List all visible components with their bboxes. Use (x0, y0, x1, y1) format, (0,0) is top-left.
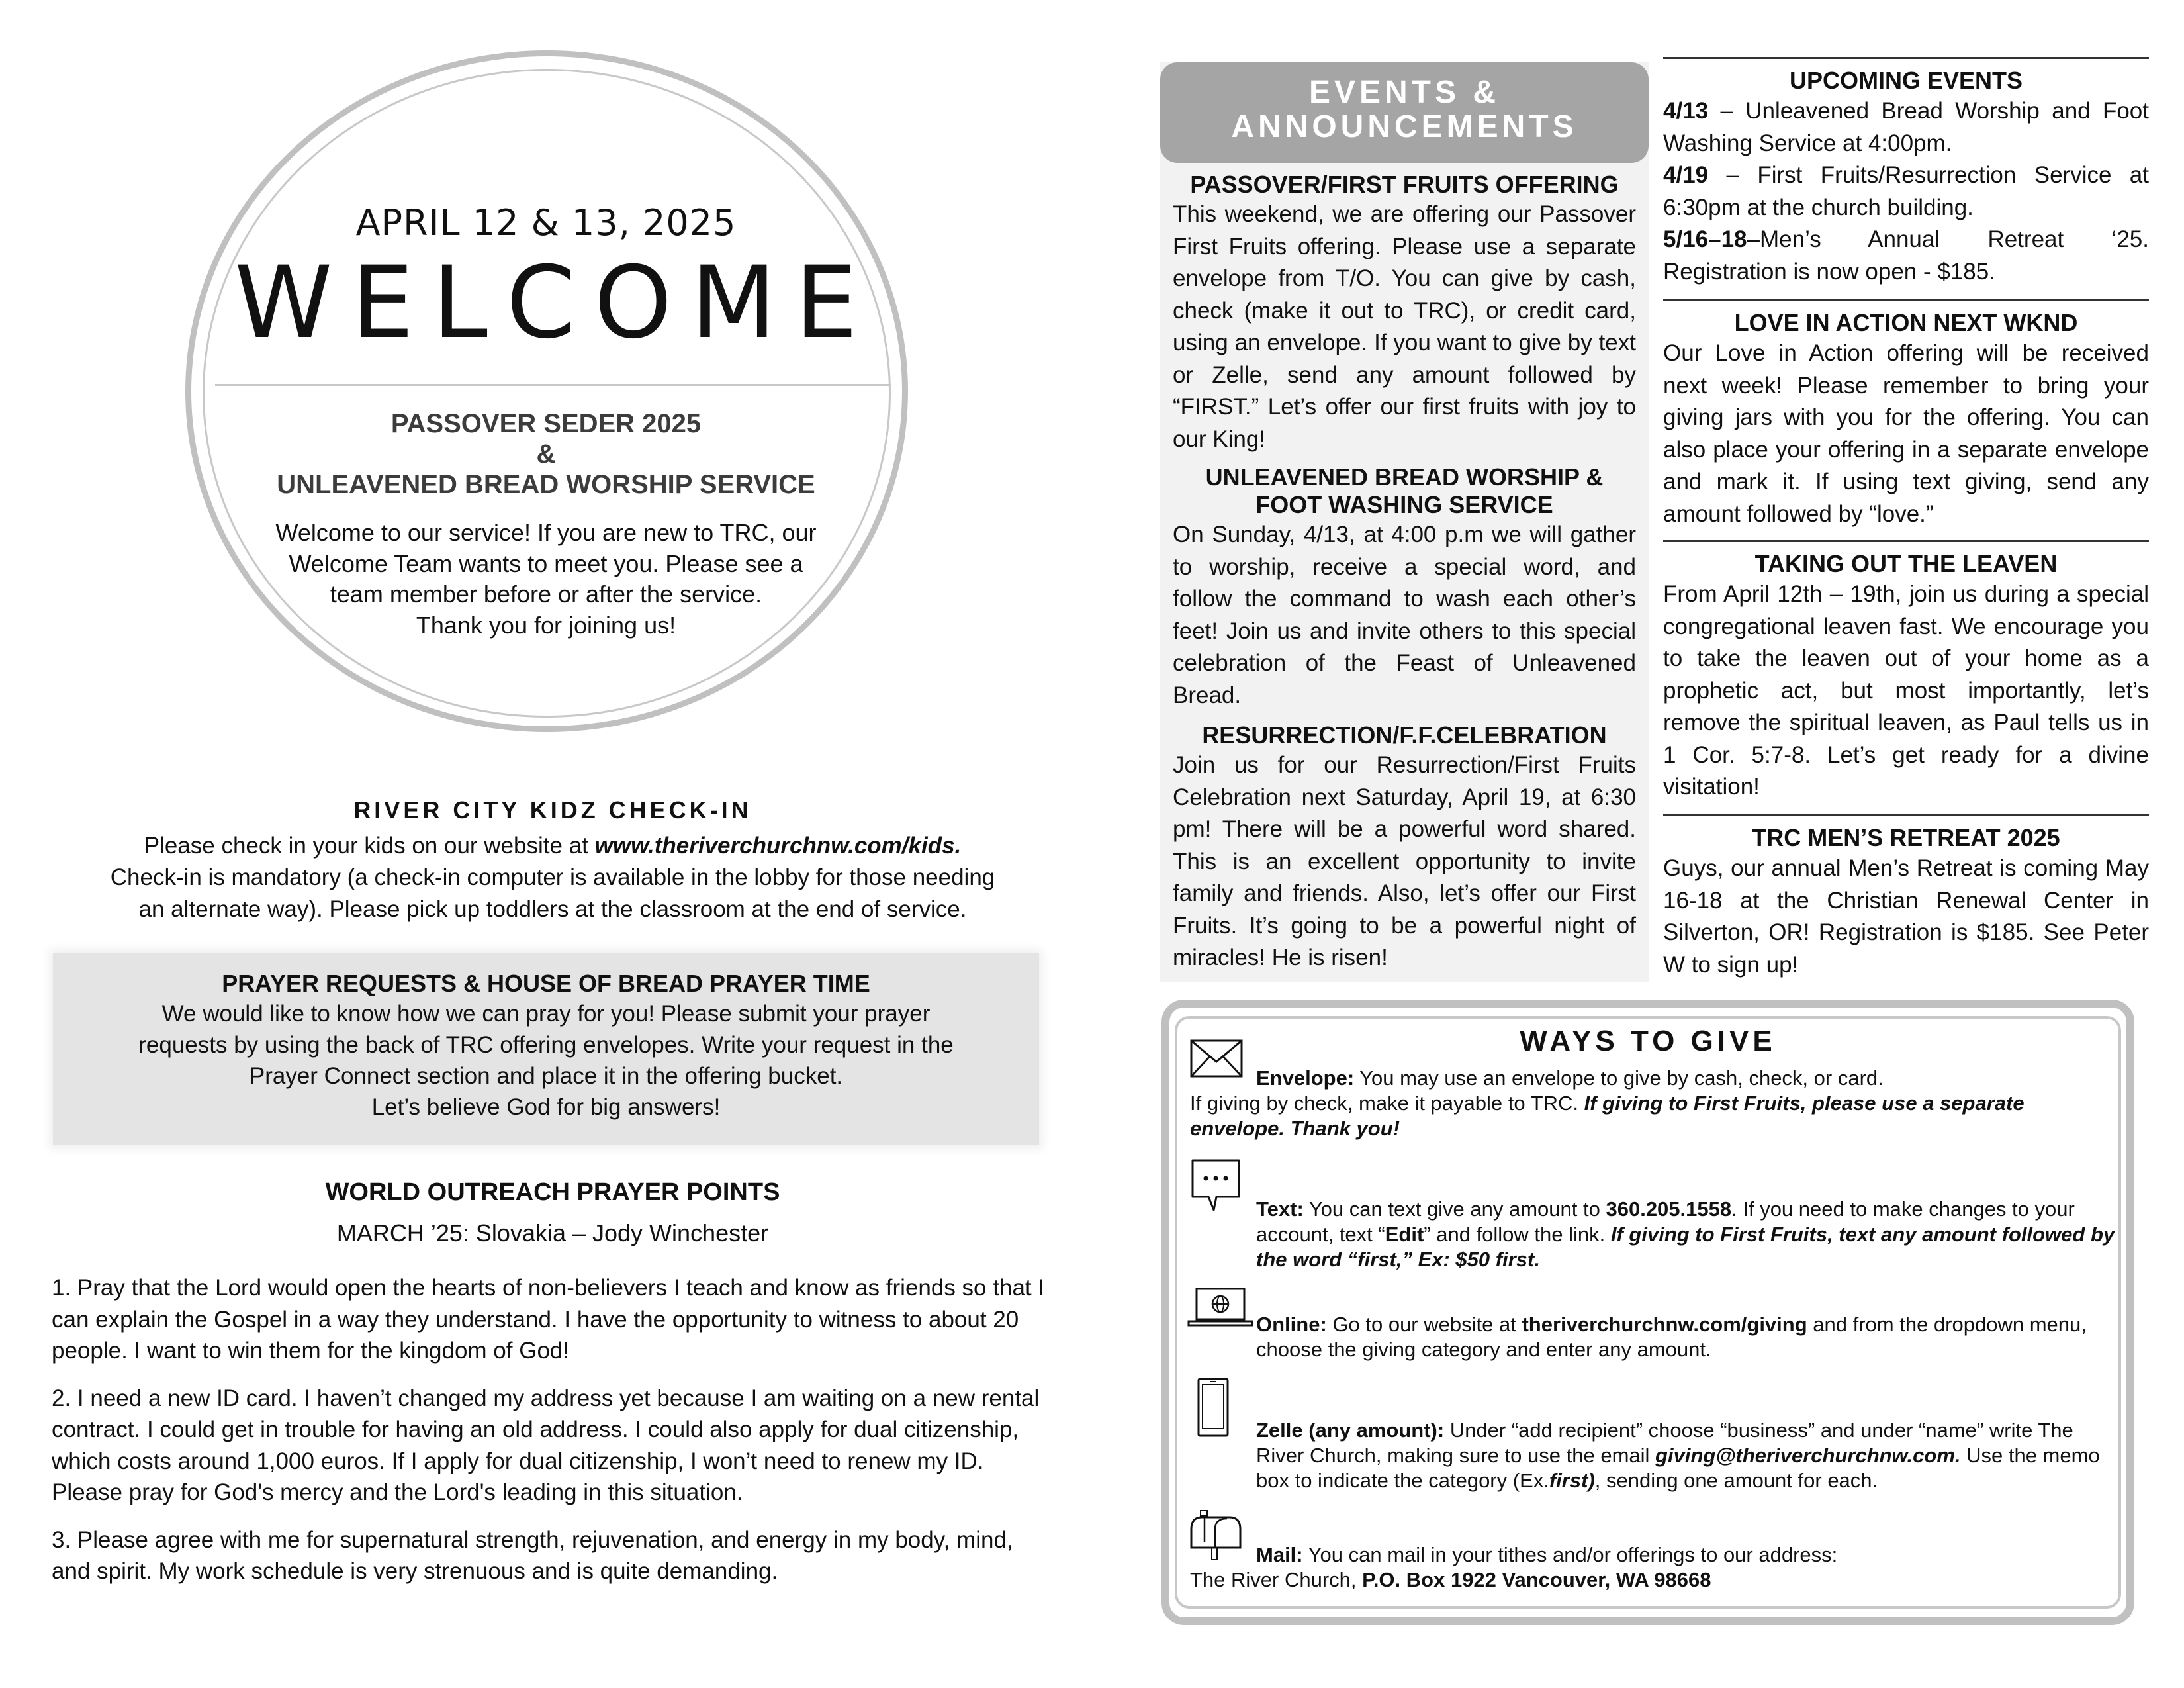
welcome-line: Thank you for joining us! (416, 611, 676, 639)
upcoming-event-item (1663, 224, 2149, 288)
text-edit-keyword: Edit (1385, 1223, 1424, 1246)
kidz-checkin-title: RIVER CITY KIDZ CHECK-IN (353, 796, 752, 823)
ways-to-give-title: WAYS TO GIVE (1520, 1025, 1776, 1057)
event-text: First Fruits/Resurrection Service at 6:30pm at the church building. (1663, 162, 2149, 220)
laptop-globe-icon (1187, 1287, 1253, 1329)
envelope-emphasis: If giving to First Fruits, please use a separate envelope. Thank you! (1190, 1092, 2025, 1140)
online-label: Online: (1256, 1313, 1327, 1336)
mailing-address: P.O. Box 1922 Vancouver, WA 98668 (1362, 1568, 1711, 1591)
section-title: TAKING OUT THE LEAVEN (1754, 550, 2058, 577)
love-in-action (1663, 308, 2149, 530)
section-body: Guys, our annual Men’s Retreat is coming May 16-18 at the Christian Renewal Center in Silverton, OR! Registration is $185. See Peter W to sign up! (1663, 855, 2149, 978)
mail-desc: You can mail in your tithes and/or offerings to our address: (1302, 1543, 1838, 1566)
upcoming-events-title: UPCOMING EVENTS (1789, 67, 2023, 94)
event-separator: – (1708, 162, 1758, 188)
welcome-message (218, 518, 874, 641)
event-line-1: PASSOVER SEDER 2025 (390, 409, 702, 438)
zelle-desc: Use the memo box to indicate the category (Ex. (1256, 1444, 2100, 1492)
welcome-line: Welcome Team wants to meet you. Please see a (289, 549, 803, 577)
event-date: 5/16–18 (1663, 226, 1747, 252)
section-title: LOVE IN ACTION NEXT WKND (1734, 309, 2078, 336)
text-desc: ” and follow the link. (1424, 1223, 1611, 1246)
divider-rule (1663, 814, 2149, 816)
event-separator: – (1747, 226, 1760, 252)
chat-bubble-icon (1190, 1158, 1242, 1213)
give-zelle (1190, 1377, 2116, 1493)
prayer-point: 2. I need a new ID card. I haven’t changed my address yet because I am waiting on a new rental contract. I could get in trouble for having an old address. I could also apply for dual citizenship, which costs around 1,000 euros. If I apply for dual citizenship, I won’t need to renew my ID. Please pray for God's mercy and the Lord's leading in this situation. (52, 1385, 1040, 1505)
upcoming-event-item (1663, 95, 2149, 160)
prayer-line: We would like to know how we can pray for you! Please submit your prayer (161, 1001, 931, 1027)
taking-out-leaven (1663, 549, 2149, 804)
mens-retreat (1663, 823, 2149, 981)
give-text (1190, 1158, 2116, 1272)
giving-website-link[interactable]: theriverchurchnw.com/giving (1522, 1313, 1807, 1336)
mailbox-icon (1190, 1509, 1243, 1561)
event-title: PASSOVER/FIRST FRUITS OFFERING (1190, 171, 1619, 198)
prayer-requests-box (53, 953, 1039, 1145)
event-date: 4/13 (1663, 98, 1709, 124)
mail-recipient: The River Church, (1190, 1568, 1363, 1591)
online-desc: and from the dropdown menu, choose the giving category and enter any amount. (1256, 1313, 2087, 1361)
text-give-phone[interactable]: 360.205.1558 (1606, 1197, 1732, 1221)
envelope-label: Envelope: (1256, 1066, 1355, 1090)
give-mail (1190, 1509, 2116, 1593)
event-separator: – (1708, 98, 1746, 124)
event-date: 4/19 (1663, 162, 1709, 188)
section-body: From April 12th – 19th, join us during a special congregational leaven fast. We encourage you to take the leaven out of your home as a prophetic act, but most importantly, let’s remove the spiritual leaven, as Paul tells us in 1 Cor. 5:7-8. Let’s get ready for a divine visitation! (1663, 581, 2149, 800)
welcome-line: team member before or after the service. (330, 581, 762, 608)
event-body: This weekend, we are offering our Passover First Fruits offering. Please use a separate envelope from T/O. You can give by cash, check (make it out to TRC), or credit card, using an envelope. If you want to give by text or Zelle, send any amount followed by “FIRST.” Let’s offer our first fruits with joy to our King! (1173, 201, 1636, 452)
welcome-title: WELCOME (234, 246, 876, 361)
service-event-heading (218, 408, 874, 500)
text-label: Text: (1256, 1197, 1304, 1221)
event-text: Unleavened Bread Worship and Foot Washing Service at 4:00pm. (1663, 98, 2150, 156)
event-body: Join us for our Resurrection/First Fruits Celebration next Saturday, April 19, at 6:30 pm! There will be a powerful word shared. This is an excellent opportunity to invite family and friends. Also, let’s offer our First Fruits. It’s going to be a powerful night of miracles! He is risen! (1173, 752, 1636, 970)
events-header-line-2: ANNOUNCEMENTS (1231, 109, 1578, 144)
divider-rule (1663, 299, 2149, 301)
zelle-label: Zelle (any amount): (1256, 1419, 1445, 1442)
zelle-memo-example: first) (1549, 1469, 1595, 1492)
section-body: Our Love in Action offering will be received next week! Please remember to bring your giving jars with you for the offering. You can also place your offering in a separate envelope and mark it. If using text giving, send any amount followed by “love.” (1663, 340, 2149, 527)
prayer-line: Prayer Connect section and place it in the offering bucket. (249, 1063, 843, 1089)
kidz-checkin-body (40, 830, 1066, 925)
kidz-line-2: Check-in is mandatory (a check-in computer is available in the lobby for those needing (110, 865, 995, 890)
event-title: UNLEAVENED BREAD WORSHIP & FOOT WASHING SERVICE (1205, 463, 1604, 518)
kidz-line-1: Please check in your kids on our website at www.theriverchurchnw.com/kids. (144, 833, 962, 859)
event-text: Men’s Annual Retreat ‘25. Registration is now open - $185. (1663, 226, 2149, 285)
envelope-check-text: If giving by check, make it payable to TRC. (1190, 1092, 1584, 1115)
text-desc: You can text give any amount to (1303, 1197, 1606, 1221)
prayer-line: requests by using the back of TRC offering envelopes. Write your request in the (138, 1032, 954, 1058)
giving-email-link[interactable]: giving@theriverchurchnw.com. (1655, 1444, 1961, 1467)
envelope-text: You may use an envelope to give by cash, check, or card. (1354, 1066, 1884, 1090)
prayer-point: 1. Pray that the Lord would open the hearts of non-believers I teach and know as friends so that I can explain the Gospel in a way they understand. I have the opportunity to witness to about 20 people. I want to win them for the kingdom of God! (52, 1275, 1045, 1364)
section-title: TRC MEN’S RETREAT 2025 (1752, 824, 2060, 851)
prayer-line: Let’s believe God for big answers! (371, 1094, 721, 1120)
prayer-title: PRAYER REQUESTS & HOUSE OF BREAD PRAYER TIME (222, 970, 870, 997)
prayer-body (60, 998, 1032, 1123)
welcome-line: Welcome to our service! If you are new to TRC, our (275, 519, 817, 546)
divider-rule (1663, 540, 2149, 542)
welcome-divider (215, 384, 891, 386)
zelle-desc: , sending one amount for each. (1594, 1469, 1878, 1492)
events-header (1160, 62, 1649, 163)
upcoming-events (1663, 66, 2149, 288)
prayer-point: 3. Please agree with me for supernatural strength, rejuvenation, and energy in my body, mind, and spirit. My work schedule is very strenuous and is quite demanding. (52, 1526, 1013, 1584)
divider-rule (1663, 57, 2149, 59)
text-desc: . If you need to make changes to your account, text “ (1256, 1197, 2075, 1246)
event-resurrection-celebration (1173, 722, 1636, 974)
events-header-line-1: EVENTS & (1308, 75, 1500, 110)
envelope-icon (1190, 1039, 1243, 1078)
event-body: On Sunday, 4/13, at 4:00 p.m we will gather to worship, receive a special word, and follow the command to wash each other’s feet! Join us and invite others to this special celebration of the Feast of Unleavened Bread. (1173, 522, 1636, 708)
world-outreach-points (52, 1272, 1051, 1603)
service-date: APRIL 12 & 13, 2025 (355, 202, 737, 244)
event-foot-washing (1173, 463, 1636, 712)
event-ampersand: & (536, 440, 556, 469)
event-line-2: UNLEAVENED BREAD WORSHIP SERVICE (277, 470, 815, 499)
mail-label: Mail: (1256, 1543, 1303, 1566)
give-online (1190, 1287, 2116, 1362)
kids-website-link[interactable]: www.theriverchurchnw.com/kids. (594, 833, 962, 859)
text-emphasis: If giving to First Fruits, text any amount followed by the word “first,” Ex: $50 first. (1256, 1223, 2115, 1271)
phone-icon (1197, 1377, 1230, 1438)
world-outreach-subtitle: MARCH ’25: Slovakia – Jody Winchester (336, 1219, 769, 1246)
online-desc: Go to our website at (1326, 1313, 1522, 1336)
event-passover-offering (1173, 171, 1636, 455)
zelle-desc: Under “add recipient” choose “business” and under “name” write The River Church, making sure to use the email (1256, 1419, 2073, 1467)
world-outreach-title: WORLD OUTREACH PRAYER POINTS (325, 1178, 780, 1206)
upcoming-event-item (1663, 160, 2149, 224)
give-envelope (1190, 1039, 2116, 1141)
kidz-line-3: an alternate way). Please pick up toddlers at the classroom at the end of service. (138, 896, 967, 922)
event-title: RESURRECTION/F.F.CELEBRATION (1202, 722, 1607, 749)
